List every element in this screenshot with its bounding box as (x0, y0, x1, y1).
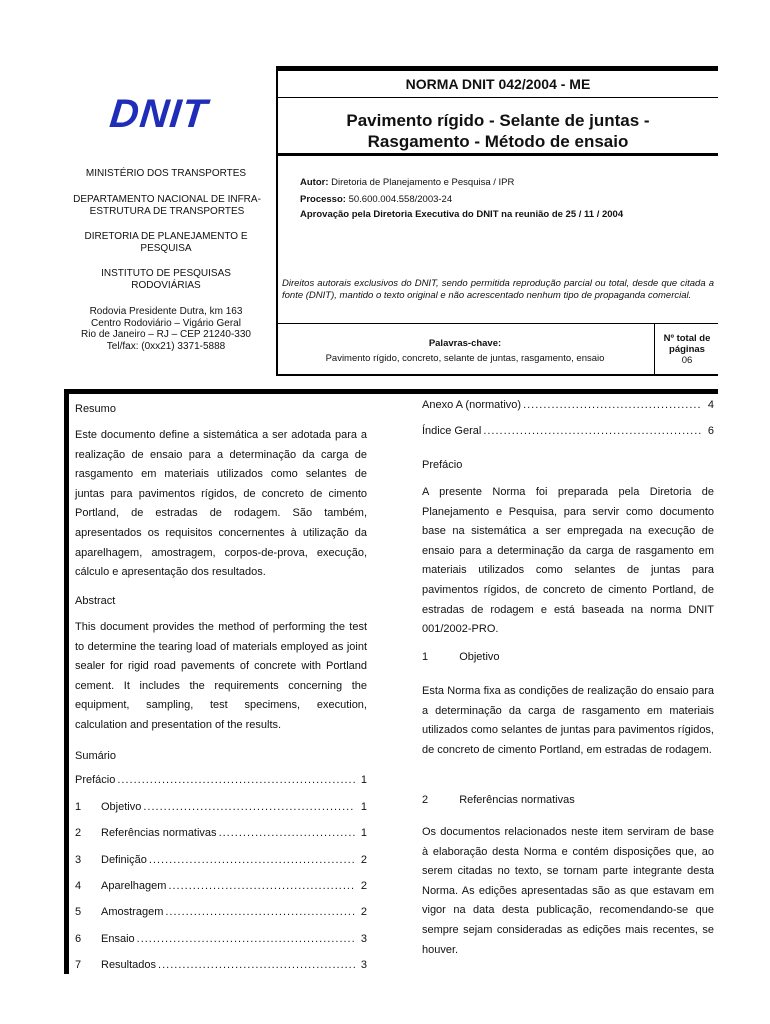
institute-name: INSTITUTO DE PESQUISAS RODOVIÁRIAS (101, 268, 231, 291)
toc-label: Anexo A (normativo) (422, 399, 522, 411)
address-line: Tel/fax: (0xx21) 3371-5888 (106, 340, 226, 352)
prefacio-text (422, 483, 714, 640)
resumo-text (75, 426, 367, 583)
toc-entry[interactable] (75, 880, 367, 892)
toc-page: 2 (360, 880, 367, 892)
toc-number: 5 (75, 906, 82, 918)
copyright-notice: Direitos autorais exclusivos do DNIT, sendo permitida reprodução parcial ou total, desde que citada a fonte (DNIT), mantido o texto original e não acrescentado nenhum tipo de propaganda comercial. (282, 278, 714, 301)
toc-label: Referências normativas (101, 827, 217, 839)
toc-entry[interactable] (422, 425, 714, 437)
toc-number: 3 (75, 854, 82, 866)
toc-label: Resultados (101, 959, 157, 971)
section-1-paragraph: Esta Norma fixa as condições de realização do ensaio para a determinação da carga de rasgamento em materiais utilizados como selantes de juntas para pavimentos rígidos, de concreto de cimento Portland, em estradas de rodagem. (422, 685, 714, 756)
body-top-rule (64, 389, 718, 394)
toc-page: 3 (360, 959, 367, 971)
toc-entry[interactable] (75, 959, 367, 971)
toc-label: Amostragem (101, 906, 164, 918)
page-count-label: Nº total de páginas (663, 333, 711, 355)
page-count (656, 333, 718, 366)
toc-entry[interactable] (75, 906, 367, 918)
section-number: 1 (422, 651, 429, 663)
directorate-name: DIRETORIA DE PLANEJAMENTO E PESQUISA (84, 231, 248, 254)
toc-leader (117, 774, 355, 786)
ministry-name: MINISTÉRIO DOS TRANSPORTES (85, 168, 247, 179)
sumario-heading: Sumário (75, 750, 116, 762)
toc-entry[interactable] (75, 827, 367, 839)
autor-value: Diretoria de Planejamento e Pesquisa / IPR (331, 177, 515, 188)
toc-label: Ensaio (101, 933, 135, 945)
toc-page: 1 (360, 801, 367, 813)
toc-number: 6 (75, 933, 82, 945)
section-title: Objetivo (459, 651, 500, 663)
toc-entry[interactable] (75, 933, 367, 945)
abstract-text (75, 618, 367, 736)
toc-label: Prefácio (75, 774, 116, 786)
processo-label: Processo: (300, 194, 346, 205)
divider (276, 97, 718, 98)
toc-page: 1 (360, 774, 367, 786)
section-title: Referências normativas (459, 794, 575, 806)
toc-number: 2 (75, 827, 82, 839)
toc-leader (143, 801, 355, 813)
toc-leader (158, 959, 355, 971)
toc-entry[interactable] (422, 399, 714, 411)
processo-value: 50.600.004.558/2003-24 (348, 194, 453, 205)
dnit-logo: DNIT (107, 92, 210, 136)
toc-leader (137, 933, 355, 945)
resumo-paragraph: Este documento define a sistemática a ser adotada para a realização de ensaio para a determinação da carga de rasgamento em materiais utilizados como selantes de juntas para pavimentos rígidos, de concreto de cimento Portland, de estradas de rodagem. São também, apresentados os requisitos concernentes à utilização da aparelhagem, amostragem, corpos-de-prova, execução, cálculo e apresentação dos resultados. (75, 429, 367, 579)
section-2-text (422, 823, 714, 960)
document-title (278, 110, 718, 152)
divider (276, 323, 718, 324)
address-block (66, 306, 266, 352)
prefacio-paragraph: A presente Norma foi preparada pela Diretoria de Planejamento e Pesquisa, para servir como documento base na sistemática a ser empregada na execução de ensaio para a determinação da carga de rasgamento em materiais utilizados como selantes de juntas para pavimentos rígidos, de concreto de cimento Portland, de estradas de rodagem e está baseada na norma DNIT 001/2002-PRO. (422, 486, 714, 636)
autor-line (300, 177, 514, 188)
section-1-text (422, 682, 714, 760)
divider (276, 374, 718, 376)
toc-leader (523, 399, 702, 411)
toc-leader (219, 827, 355, 839)
toc-label: Índice Geral (422, 425, 482, 437)
toc-entry[interactable] (75, 854, 367, 866)
toc-page: 2 (360, 906, 367, 918)
processo-line (300, 194, 452, 205)
body-left-rule (64, 389, 69, 974)
section-1-heading (422, 648, 500, 668)
section-2-paragraph: Os documentos relacionados neste item serviram de base à elaboração desta Norma e contém disposições que, ao serem citadas no texto, se tornam parte integrante desta Norma. As edições apresentadas são as que estavam em vigor na data desta publicação, recomendando-se que sempre sejam consideradas as edições mais recentes, se houver. (422, 826, 714, 956)
page-count-value: 06 (681, 355, 693, 366)
prefacio-heading: Prefácio (422, 459, 463, 471)
address-line: Rodovia Presidente Dutra, km 163 (89, 306, 243, 317)
abstract-paragraph: This document provides the method of performing the test to determine the tearing load of materials employed as joint sealer for rigid road pavements of concrete with Portland cement. It includes the requirements concerning the equipment, sampling, test specimens, execution, calculation and presentation of the results. (75, 621, 367, 731)
toc-leader (149, 854, 355, 866)
toc-entry[interactable] (75, 801, 367, 813)
section-number: 2 (422, 794, 429, 806)
norma-code: NORMA DNIT 042/2004 - ME (405, 76, 591, 92)
address-line: Rio de Janeiro – RJ – CEP 21240-330 (81, 329, 251, 340)
title-line: Rasgamento - Método de ensaio (367, 132, 629, 151)
toc-page: 4 (707, 399, 714, 411)
header-top-rule (276, 66, 718, 71)
section-2-heading (422, 791, 575, 811)
toc-page: 2 (360, 854, 367, 866)
address-line: Centro Rodoviário – Vigário Geral (91, 317, 241, 329)
toc-page: 3 (360, 933, 367, 945)
toc-page: 6 (707, 425, 714, 437)
divider (276, 153, 718, 156)
keywords-label: Palavras-chave: (428, 338, 502, 349)
toc-page: 1 (360, 827, 367, 839)
autor-label: Autor: (300, 177, 329, 188)
toc-number: 1 (75, 801, 82, 813)
toc-number: 7 (75, 959, 82, 971)
abstract-heading: Abstract (75, 595, 116, 607)
divider (654, 324, 655, 376)
toc-label: Definição (101, 854, 147, 866)
aprovacao-line: Aprovação pela Diretoria Executiva do DNIT na reunião de 25 / 11 / 2004 (300, 209, 624, 220)
department-name: DEPARTAMENTO NACIONAL DE INFRA-ESTRUTURA DE TRANSPORTES (73, 194, 261, 217)
toc-leader (483, 425, 702, 437)
toc-label: Aparelhagem (101, 880, 167, 892)
toc-entry[interactable] (75, 774, 367, 786)
toc-number: 4 (75, 880, 82, 892)
keywords-text: Pavimento rígido, concreto, selante de juntas, rasgamento, ensaio (325, 353, 605, 364)
toc-label: Objetivo (101, 801, 142, 813)
title-line: Pavimento rígido - Selante de juntas - (346, 111, 650, 130)
toc-leader (168, 880, 355, 892)
resumo-heading: Resumo (75, 403, 116, 415)
toc-leader (165, 906, 355, 918)
